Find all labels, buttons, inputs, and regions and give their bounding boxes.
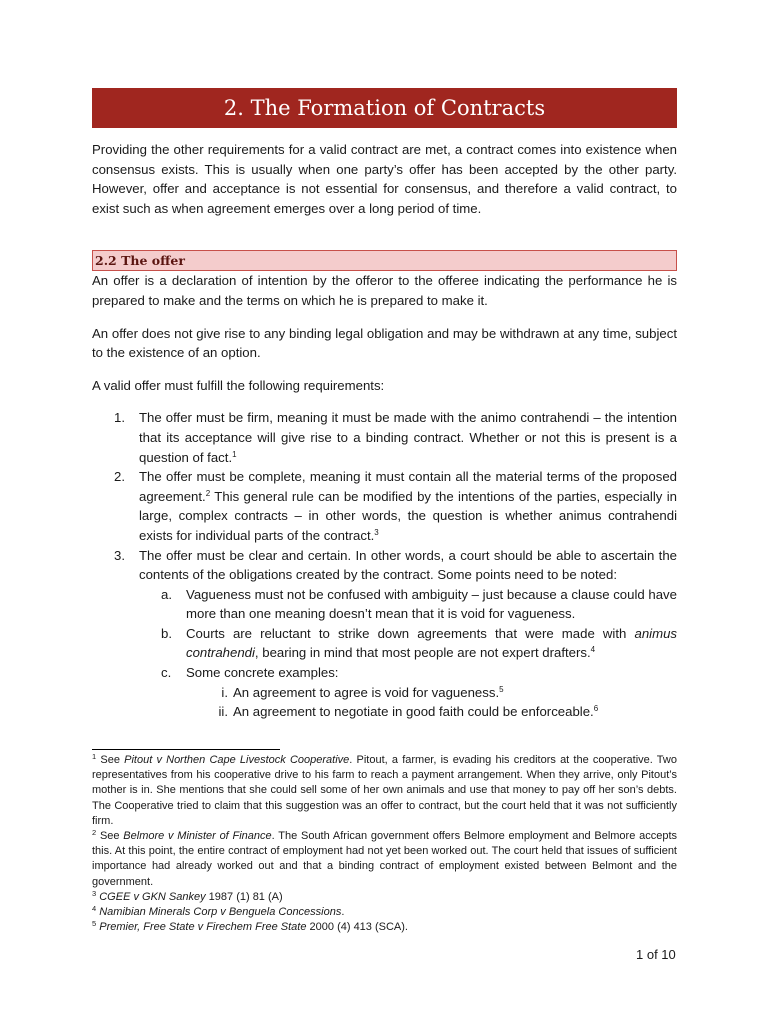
sub-list-letter: a. [161, 586, 172, 602]
sub-list-text: Vagueness must not be confused with ambiguity – just because a clause could have more than one meaning doesn’t mean that it is void for vagueness. [186, 586, 677, 622]
list-number: 2. [114, 469, 125, 485]
footnote-mark: 3 [92, 888, 97, 898]
footnote [92, 829, 677, 890]
document-page [92, 88, 677, 722]
list-item [92, 467, 677, 545]
sub-list [139, 585, 677, 722]
case-name: Namibian Minerals Corp v Benguela Concessions [99, 906, 342, 919]
footnote-text: . [341, 906, 345, 919]
footnote-ref[interactable]: 3 [374, 527, 379, 537]
footnote [92, 905, 677, 920]
sub-list-text: , bearing in mind that most people are not expert drafters. [254, 645, 591, 661]
case-name: Premier, Free State v Firechem Free State [99, 921, 307, 934]
list-number: 3. [114, 547, 125, 563]
case-name: Pitout v Northen Cape Livestock Cooperative [124, 754, 350, 766]
requirements-list [92, 408, 677, 722]
intro-paragraph: Providing the other requirements for a valid contract are met, a contract comes into existence when consensus exists. This is usually when one party’s offer has been accepted by the other party. However, offer and acceptance is not essential for consensus, and therefore a valid contract, to exist such as when agreement emerges over a long period of time. [92, 142, 677, 216]
footnote-text: 1987 (1) 81 (A) [205, 890, 283, 903]
footnote-ref[interactable]: 4 [590, 645, 596, 655]
footnote-ref[interactable]: 1 [232, 449, 237, 459]
footnote-ref[interactable]: 2 [205, 488, 211, 498]
footnote-mark: 5 [92, 919, 97, 929]
case-name: CGEE v GKN Sankey [99, 890, 206, 903]
roman-list [186, 683, 677, 722]
footnote-text: See [99, 830, 124, 843]
footnote-text: . Pitout, a farmer, is evading his creditors at the cooperative. Two representatives from his cooperative drive to his farm to reach a payment arrangement. When they arrive, only Pitout’s mother is in. She mentions that she could sell some of her own animals and use that money to pay off her son’s debts. The Cooperative tried to claim that this suggestion was an offer to contract, but the court held that it was not sufficiently firm. [92, 754, 677, 827]
footnote [92, 920, 677, 935]
roman-list-text: An agreement to negotiate in good faith could be enforceable. [233, 704, 594, 720]
latin-term: animus contrahendi [186, 625, 677, 661]
list-item-text: The offer must be firm, meaning it must be made with the animo contrahendi – the intention that its acceptance will give rise to a binding contract. Whether or not this is present is a question of fact. [139, 410, 677, 465]
section-heading: 2.2 The offer [92, 250, 677, 271]
footnote-text: 2000 (4) 413 (SCA). [306, 921, 408, 934]
list-item [92, 408, 677, 467]
sub-list-item [139, 585, 677, 624]
footnote-ref[interactable]: 5 [499, 684, 504, 694]
roman-list-text: An agreement to agree is void for vagueness. [233, 684, 500, 700]
roman-list-item [186, 702, 677, 722]
sub-list-letter: b. [161, 625, 172, 641]
case-name: Belmore v Minister of Finance [123, 830, 272, 843]
offer-withdrawal-paragraph: An offer does not give rise to any binding legal obligation and may be withdrawn at any time, subject to the existence of an option. [92, 325, 677, 361]
sub-list-text: Courts are reluctant to strike down agreements that were made with [186, 625, 635, 641]
footnote-ref[interactable]: 6 [593, 704, 599, 714]
list-number: 1. [114, 410, 125, 426]
requirements-intro: A valid offer must fulfill the following requirements: [92, 377, 385, 393]
footnote-mark: 4 [92, 904, 97, 914]
footnote [92, 753, 677, 829]
sub-list-letter: c. [161, 665, 172, 681]
list-item-text: The offer must be clear and certain. In other words, a court should be able to ascertain the contents of the obligations created by the contract. Some points need to be noted: [139, 547, 677, 583]
sub-list-text: Some concrete examples: [186, 665, 339, 681]
page-number: 1 of 10 [636, 947, 676, 962]
roman-list-item [186, 683, 677, 703]
page-title: 2. The Formation of Contracts [92, 88, 677, 128]
footnote-text: . The South African government offers Belmore employment and Belmore accepts this. At this point, the entire contract of employment had not yet been worked out. The court held that issues of sufficient importance had already worked out and that a binding contract of employment existed between Belmont and the government. [92, 830, 677, 888]
roman-numeral: i. [221, 684, 228, 700]
roman-numeral: ii. [218, 704, 228, 720]
footnote-text: See [100, 754, 125, 766]
sub-list-item [139, 663, 677, 722]
sub-list-item [139, 624, 677, 663]
footnote [92, 890, 677, 905]
list-item [92, 546, 677, 722]
footnote-mark: 1 [92, 752, 97, 761]
offer-definition-paragraph: An offer is a declaration of intention by the offeror to the offeree indicating the performance he is prepared to make and the terms on which he is prepared to make it. [92, 273, 677, 308]
footnote-mark: 2 [92, 828, 97, 838]
footnote-separator [92, 749, 280, 750]
list-item-text: The offer must be complete, meaning it must contain all the material terms of the proposed agreement. [139, 469, 677, 504]
footnotes [92, 753, 677, 935]
list-item-text: This general rule can be modified by the intentions of the parties, especially in large, complex contracts – in other words, the question is whether animus contrahendi exists for individual parts of the contract. [139, 488, 677, 543]
